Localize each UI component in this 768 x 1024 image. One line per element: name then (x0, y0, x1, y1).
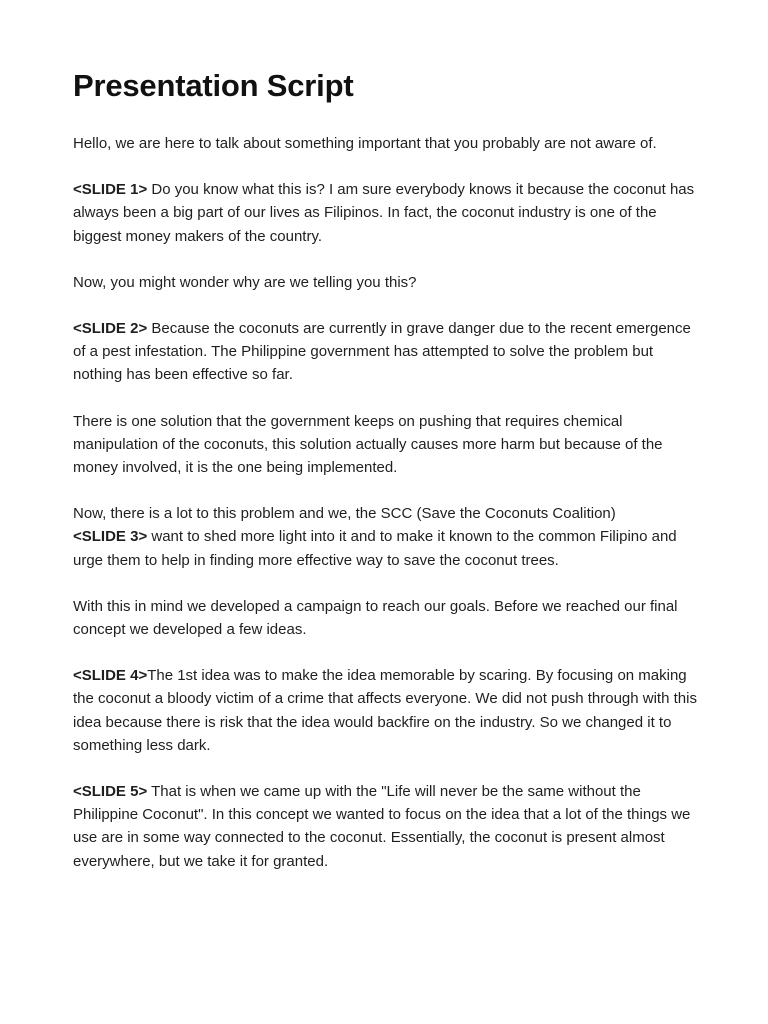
slide-tag: <SLIDE 1> (73, 181, 148, 199)
paragraph-text: There is one solution that the government keeps on pushing that requires chemical manipulation of the coconuts, this solution actually causes more harm but because of the money involved, it is the one being implemented. (73, 412, 663, 477)
paragraph-text: Do you know what this is? I am sure everybody knows it because the coconut has always been a big part of our lives as Filipinos. In fact, the coconut industry is one of the biggest money makers of the country. (73, 181, 695, 245)
paragraph-intro (73, 132, 703, 155)
paragraph-text: That is when we came up with the "Life will never be the same without the Philippine Coconut". In this concept we wanted to focus on the idea that a lot of the things we use are in some way connected to the coconut. Essentially, the coconut is present almost everywhere, but we take it for granted. (73, 783, 691, 870)
paragraph-question (73, 271, 703, 294)
paragraph-slide-3 (73, 502, 703, 572)
paragraph-text: Because the coconuts are currently in grave danger due to the recent emergence of a pest infestation. The Philippine government has attempted to solve the problem but nothing has been effective so far. (73, 320, 691, 384)
paragraph-slide-4 (73, 664, 703, 757)
slide-tag: <SLIDE 5> (73, 783, 148, 801)
paragraph-text: The 1st idea was to make the idea memorable by scaring. By focusing on making the coconut a bloody victim of a crime that affects everyone. We did not push through with this idea because there is risk that the idea would backfire on the industry. So we changed it to something less dark. (73, 667, 697, 754)
paragraph-text: Now, you might wonder why are we telling you this? (73, 273, 417, 291)
paragraph-campaign (73, 595, 703, 641)
paragraph-slide-5 (73, 780, 703, 873)
paragraph-text: Now, there is a lot to this problem and we, the SCC (Save the Coconuts Coalition) (73, 505, 616, 523)
paragraph-text: want to shed more light into it and to make it known to the common Filipino and urge them to help in finding more effective way to save the coconut trees. (73, 528, 677, 569)
paragraph-text: Hello, we are here to talk about something important that you probably are not aware of. (73, 135, 657, 152)
document-page (73, 66, 703, 896)
page-title: Presentation Script (73, 68, 354, 103)
paragraph-slide-2 (73, 317, 703, 387)
paragraph-text: With this in mind we developed a campaign to reach our goals. Before we reached our final concept we developed a few ideas. (73, 597, 678, 639)
paragraph-solution (73, 410, 703, 480)
paragraph-slide-1 (73, 178, 703, 248)
slide-tag: <SLIDE 2> (73, 320, 148, 338)
slide-tag: <SLIDE 3> (73, 528, 148, 546)
slide-tag: <SLIDE 4> (73, 667, 148, 685)
